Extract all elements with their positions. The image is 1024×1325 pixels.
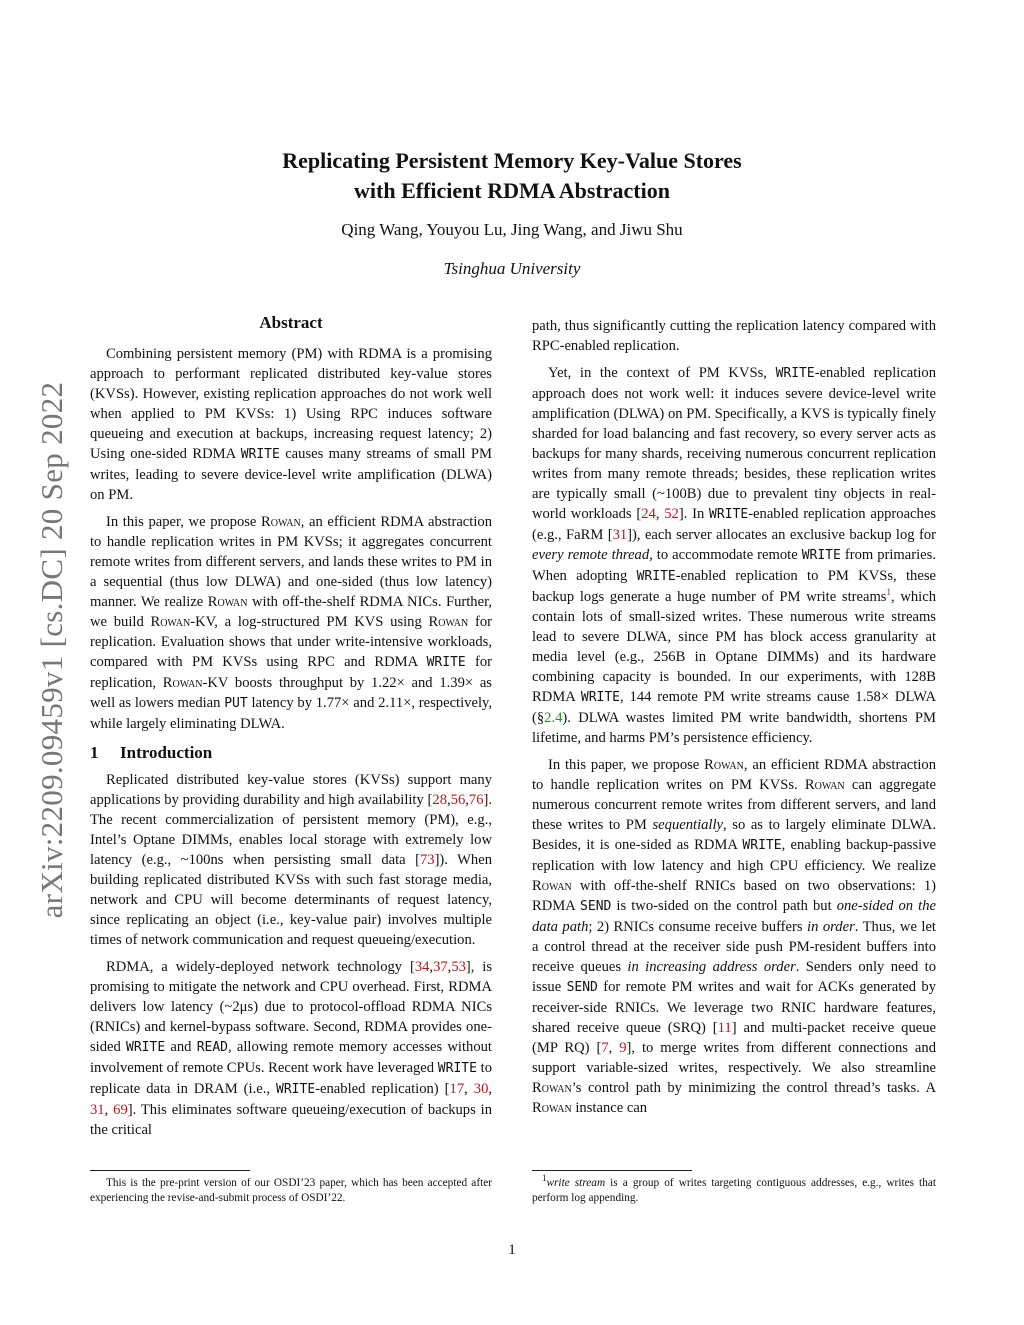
- footnote-left: This is the pre-print version of our OSDI’23 paper, which has been accepted after experiencing the revise-and-submit process of OSDI’22.: [90, 1177, 492, 1204]
- intro-paragraph-2-cont: path, thus significantly cutting the replication latency compared with RPC-enabled replication.: [532, 318, 936, 354]
- footnote-mark: 1: [542, 1173, 547, 1184]
- paper-title: [0, 146, 1024, 206]
- intro-paragraph-1: Replicated distributed key-value stores (KVSs) support many applications by providing durability and high availability [28,56,76]. The recent commercialization of persistent memory (PM), e.g., Intel’s Optane DIMMs, enables local storage with extremely low latency (e.g., ~100ns when persisting small data [73]). When building replicated distributed KVSs with such fast storage media, network and CPU will become determinants of request latency, since replicating an object (i.e., key-value pair) involves multiple times of network communication and request queueing/execution.: [90, 772, 492, 948]
- title-line-1: Replicating Persistent Memory Key-Value Stores: [282, 148, 742, 173]
- footnote-right: [532, 1173, 937, 1206]
- author-list: Qing Wang, Youyou Lu, Jing Wang, and Jiwu Shu: [341, 220, 683, 239]
- abstract-paragraph-1: Combining persistent memory (PM) with RDMA is a promising approach to performant replicated distributed key-value stores (KVSs). However, existing replication approaches do not work well when applied to PM KVSs: 1) Using RPC induces software queueing and execution at backups, increasing request latency; 2) Using one-sided RDMA WRITE causes many streams of small PM writes, leading to severe device-level write amplification (DLWA) on PM.: [90, 346, 492, 503]
- footnote-rule-right: [532, 1170, 692, 1171]
- footnote-rule-left: [90, 1170, 250, 1171]
- intro-paragraph-4: In this paper, we propose Rowan, an efficient RDMA abstraction to handle replication writes on PM KVSs. Rowan can aggregate numerous concurrent remote writes from different servers, and land these writes to PM sequentially, so as to largely eliminate DLWA. Besides, it is one-sided as RDMA WRITE, enabling backup-passive replication with low latency and high CPU efficiency. We realize Rowan with off-the-shelf RNICs based on two observations: 1) RDMA SEND is two-sided on the control path but one-sided on the data path; 2) RNICs consume receive buffers in order. Thus, we let a control thread at the receiver side push PM-resident buffers into receive queues in increasing address order. Senders only need to issue SEND for remote PM writes and wait for ACKs generated by receiver-side RNICs. We leverage two RNIC hardware features, shared receive queue (SRQ) [11] and multi-packet receive queue (MP RQ) [7, 9], to merge writes from different connections and support variable-sized writes, respectively. We also streamline Rowan’s control path by minimizing the control thread’s tasks. A Rowan instance can: [532, 757, 937, 1116]
- title-line-2: with Efficient RDMA Abstraction: [354, 178, 670, 203]
- right-column: [532, 316, 936, 1125]
- left-column: [90, 312, 492, 1147]
- intro-paragraph-3: Yet, in the context of PM KVSs, WRITE-enabled replication approach does not work well: it induces severe device-level write amplification (DLWA) on PM. Specifically, a KVS is typically finely sharded for load balancing and fast recovery, so every server acts as backups for many shards, receiving numerous concurrent replication writes from many remote threads; besides, these replication writes are typically small (~100B) due to prevalent tiny objects in real-world workloads [24, 52]. In WRITE-enabled replication approaches (e.g., FaRM [31]), each server allocates an exclusive backup log for every remote thread, to accommodate remote WRITE from primaries. When adopting WRITE-enabled replication to PM KVSs, these backup logs generate a huge number of PM write streams$^1$, which contain lots of small-sized writes. These numerous write streams lead to severe DLWA, since PM has block access granularity at media level (e.g., 256B in Optane DIMMs) and its hardware combining capacity is bounded. In our experiments, with 128B RDMA WRITE, 144 remote PM write streams cause 1.58× DLWA (§2.4). DLWA wastes limited PM write bandwidth, shortens PM lifetime, and harms PM’s persistence efficiency.: [532, 365, 937, 746]
- footnote-text: is a group of writes targeting contiguous addresses, e.g., writes that perform log appending.: [532, 1177, 937, 1204]
- abstract-paragraph-2: In this paper, we propose Rowan, an efficient RDMA abstraction to handle replication writes in PM KVSs; it aggregates concurrent remote writes from different servers, and lands these writes to PM in a sequential (thus low DLWA) and one-sided (thus low latency) manner. We realize Rowan with off-the-shelf RDMA NICs. Further, we build Rowan-KV, a log-structured PM KVS using Rowan for replication. Evaluation shows that under write-intensive workloads, compared with PM KVSs using RPC and RDMA WRITE for replication, Rowan-KV boosts throughput by 1.22× and 1.39× as well as lowers median PUT latency by 1.77× and 2.11×, respectively, while largely eliminating DLWA.: [90, 514, 493, 732]
- intro-paragraph-2: RDMA, a widely-deployed network technology [34,37,53], is promising to mitigate the network and CPU overhead. First, RDMA delivers low latency (~2μs) due to protocol-offload RDMA NICs (RNICs) and kernel-bypass software. Second, RDMA provides one-sided WRITE and READ, allowing remote memory accesses without involvement of remote CPUs. Recent work have leveraged WRITE to replicate data in DRAM (i.e., WRITE-enabled replication) [17, 30, 31, 69]. This eliminates software queueing/execution of backups in the critical: [90, 959, 493, 1138]
- affiliation: Tsinghua University: [443, 259, 581, 278]
- abstract-heading: Abstract: [259, 313, 323, 332]
- introduction-heading: 1 Introduction: [90, 743, 213, 762]
- page-number: 1: [508, 1242, 516, 1258]
- arxiv-stamp: arXiv:2209.09459v1 [cs.DC] 20 Sep 2022: [34, 381, 69, 919]
- footnote-term: write stream: [546, 1177, 606, 1189]
